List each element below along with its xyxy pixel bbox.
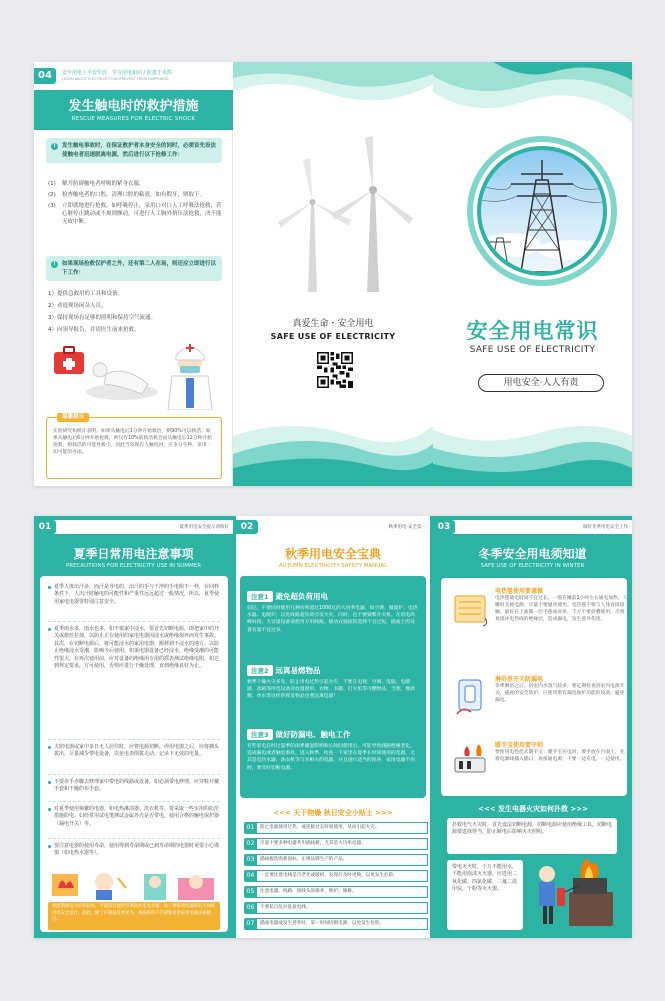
notice-body: 切记，不要同时使用几种功率超过1000瓦的大功率电器，如空调、微波炉、电热水器、电暖炉，以免线路超负荷引发火灾。同时，也不要频繁开关机。在用电高峰时段，大容量设备请使用专用线路。移动式插座的选择不宜过短，插座上的设备有量不宜过多。 [247,606,418,633]
summer-header-text: 夏季用电安全提示请收好 [179,525,229,530]
summer-illustration [48,868,220,900]
notice-tag: 注意2 [247,665,273,676]
autumn-tip: 07 插座电器或发生意外时，第一时间切断电源，以免发生危险。 [244,918,428,930]
notice-body: 有些家电在经过夏季的雨季潮湿影响和长时间使用后，可能导致线路绝缘老化，造成漏电或者触电事故。进入秋季，检查一下家里在夏季长时间使用的电器，尤其是电热水器、洗衣机等与水相关的电器，并且进行适当的保养，家用电器不用时，要及时切断电源。 [247,744,415,771]
panel-header [34,62,233,90]
panel-number: 01 [34,520,56,534]
summer-bullet: 夫陪电器或家中多日无人居住时，应将电源切断，停用电器之后，应将插头拔出，尽量减少带电设备，以免电表倒拔走动，记录下无效的电量。 [48,744,220,759]
divider [48,739,220,740]
power-tower-icon [481,150,603,272]
winter-item-title: 暖手宝使用要守则 [495,742,544,749]
rescue-step-2: 4）向领导报告，并请医生前来抢救。 [48,327,140,333]
autumn-tip: 05 注意电器、线路、接线头的保养、维护、修修。 [244,886,428,898]
brochure-outer-sheet [34,62,632,486]
summer-header [34,520,233,534]
summer-card [40,576,228,932]
autumn-notice-card [240,576,426,798]
rescue-steps [48,180,224,229]
rescue-title-en: RESCUE MEASURES FOR ELECTRIC SHOCK [71,116,196,122]
panel-number: 04 [34,68,56,84]
fire-extinguish-illustration [529,858,621,932]
divider [48,621,220,622]
autumn-tip: 02 尽量不要多种电器共用插线板，尤其是大功率电器。 [244,838,428,850]
tip-text: 实验研究和统计表明，如果从触电后1分钟开始救治，则90%可以救活；如果从触电后6分钟开始抢救，则仅有10%的救活机会而从触电后12分钟开始抢救，则救活的可能性极小。因此当发现有人触电时，应争分夺秒，采用一切可能的办法。 [53,429,212,455]
summer-title-en: PRECAUTIONS FOR ELECTRICITY USE IN SUMMER [65,563,202,569]
tip-label: 温馨提示 [57,413,89,422]
rescue-step: (3) 立即就地进行抢救，如呼吸停止，采用口对口人工呼吸法抢救，若心脏停止跳动或不规则颤动，可进行人工胸外挤压法抢救，决不能无故中断。 [48,203,222,225]
power-tower-photo [477,146,607,276]
rescue-step: (2) 检查触电者的口腔，清理口腔的粘液，如有假牙，则取下。 [48,192,206,198]
winter-header [433,520,632,534]
panel-autumn [233,516,433,938]
divider [48,774,220,775]
notice-tag: 注意3 [247,729,273,740]
panel-summer [34,516,233,938]
notice-title: 避免超负荷用电 [275,592,329,601]
notice-title: 远离易燃物品 [275,666,321,675]
cover-slogan: 用电安全·人人有责 [478,374,604,392]
summer-bottom-note: 高温期间电力负荷较高，不能盲目使用空调设备用电水器，每一种家用电器都有不同的用电安全设计，因此，除了长期没有要求外。请按照用户手册要求的家用电器正确使用。 [48,902,220,930]
top-wave-decoration [233,62,433,122]
autumn-header [236,520,430,534]
rescue-note-2-text: 如果现场抢救仅护者之外，还有第二人在场，则还应立即进行以下工作： [62,261,217,276]
autumn-title-en: AUTUMN ELECTRICITY SAFETY MANUAL [278,563,388,569]
winter-item-body: 冬季淋浴之后，浴室内水蒸气较多，要定期检查浴室内电源开关，插座的安全防护，应使用带有漏电保护功能的设备，避免漏电。 [495,684,625,703]
winter-item [451,586,631,634]
summer-title: 夏季日常用电注意事项 [73,547,194,561]
info-dot-icon: ! [51,261,58,268]
autumn-tip: 04 一定要注意电线是否老化或破损，发现后及时更换，以免发生危险。 [244,870,428,882]
rescue-step-2: 1）提供急救用的工具和设备。 [48,291,124,297]
winter-item-title: 淋浴里开关防漏电 [495,676,544,683]
panel-number: 02 [236,520,258,534]
winter-title: 冬季安全用电须知道 [478,547,587,561]
first-aid-illustration [50,340,220,410]
autumn-tips-title: <<< 天干物燥 秋日安全小贴士 >>> [273,809,393,817]
back-cover-title-en: SAFE USE OF ELECTRICITY [270,332,396,341]
summer-bullet: 不要赤手赤脚去修理家中带电的线路或设备，如必须带电修理，应穿鞋并戴手套和干燥的布手套。 [48,779,220,794]
divider [48,801,220,802]
winter-item-body: 电热毯通电时间不宜过长，一般在睡前1小时左右通电加热，人睡时关掉电源，尽量不要通宵使用。电热毯不要与人体直接接触，最好在上面铺一层毛毯或床单，千万不要折叠使用，否则易烧坏电热线的绝缘层，造成漏电，发生意外伤害。 [495,596,628,622]
winter-title-en: SAFE USE OF ELECTRICITY IN WINTER [480,563,585,569]
panel-back-cover [233,62,433,486]
fire-section-title: <<< 发生电器火灾如何扑救 >>> [477,805,589,813]
rescue-note-1 [46,138,222,163]
rescue-step-2: 2）劝退现场闲杂人员。 [48,303,107,309]
winter-item [451,740,631,788]
summer-bullet: 夏季雨水多，雨水也多，如不慎家中浸水，要首先切断电源，即把家中的开关或熔丝拉掉，以防止正在使用的家电电器因浸水或绝缘损坏而发生事故。其次，在切断电源后，将可能浸水的家用电器，搬移到不浸水的地方，以防止绝缘浸水受潮，影响今后使用。如果电器设备已经浸水，绝缘受潮的可能性很大，在再次使用前，应对设备的绝缘用专用的摇表测试绝缘电阻，如达到规定要求，方可使用，否则应进行干燥处理，直到绝缘良好为止。 [48,626,220,670]
autumn-notice [247,584,419,634]
panel-rescue [34,62,233,486]
winter-item-body: 要使用电热丝式暖手宝；暖手宝充电时，要平放在台面上，先将电源线插入插口，再接通电源，不要一边充电，一边使用。 [495,750,625,762]
autumn-tip: 01 防止电器使用过热，或连接过长时间使用，从而引起火灾。 [244,822,428,834]
summer-bullet: 夏季人体出汗多，而汗是导电的，出汗的手与干净的手电阻不一样，在同样条件下，人出汗时触电的可能性和严重性远远超过一般情况，所以，夏季使用家电电器要特别注意安全。 [48,584,220,606]
panel-winter [433,516,632,938]
winter-card [441,578,627,796]
rescue-title-box [34,90,233,130]
fire-card-1: 扑救电气火灾时，首先设法切断电源，切断电源应使用绝缘工具，切断电源要选择得当，防止断电后影响灭火照明。 [447,818,617,854]
shower-switch-icon [451,676,489,716]
rescue-note-2 [46,256,222,281]
rescue-step: (1) 解开防碍触电者呼吸的紧身衣服。 [48,181,145,187]
winter-header-text: 做好冬季用电安全工作 [583,525,628,530]
notice-title: 做好防漏电、触电工作 [275,730,351,739]
panel-number: 03 [433,520,455,534]
cover-bottom-wave [433,406,632,486]
panel-front-cover [433,62,632,486]
fire-card-2: 带电灭火时，千万不能用水，不能用泡沫灭火器，应选用二氧化碳、四氯化碳、二氟二溴甲烷，干粉等灭火器。 [447,860,523,930]
back-cover-title: 真爱生命・安全用电 [292,319,374,329]
notice-tag: 注意1 [247,591,273,602]
electric-blanket-icon [451,588,489,628]
divider [48,838,220,839]
summer-bullet: 要注意电器的使用寿命，使用得到寿命期或已到寿命期的电器时更要小心谨慎（如电热水器等）。 [48,843,220,858]
brochure-inner-sheet [34,516,632,938]
autumn-header-text: 秋季用电·安全第一 [388,525,426,530]
autumn-tip: 06 不要私自乱拉乱接电线。 [244,902,428,914]
rescue-title: 发生触电时的救护措施 [68,99,199,114]
cover-title: 安全用电常识 [466,319,599,343]
winter-item [451,674,631,722]
wind-turbine-illustration [273,132,413,292]
cover-title-en: SAFE USE OF ELECTRICITY [469,345,596,355]
header-nav-text: 安全用电 / 平安生活 学习用电知识 / 防患于未然 [62,70,172,76]
autumn-notice [247,722,419,772]
hand-warmer-icon [451,742,489,782]
winter-item-title: 电热毯使用要谨慎 [495,588,544,595]
rescue-note-1-text: 发生触电事故时，在保证救护者本身安全的同时，必须首先设法使触电者迅速脱离电源，然后进行以下抢修工作： [62,143,217,158]
autumn-title: 秋季用电安全宝典 [284,547,381,561]
summer-bullet: 对夏季使用频繁的电器，如电热淋浴器、洗衣机等，要采取一些实用的防范措施防电。妇经常用试电笔测试金属外壳是否带电，使用合格的触电保护器（漏电开关）等。 [48,806,220,828]
header-nav-en: LEARN ABOUT ELECTRICITY USE/PREVENT FROM HAPPENING [62,77,169,81]
bottom-wave-decoration [233,406,433,486]
notice-body: 秋季干燥火灾多发，防止用电过热引起火灾，不要在电视、空调、电脑、电暖器、冰箱等用电设备旁放置窗帘、衣物、书籍、打火机等可燃物品，当然，像酒精、香水等这样的挥发物品也要远离电器！ [247,680,415,700]
tip-box [46,414,222,479]
qr-code[interactable] [317,352,353,388]
rescue-step-2: 3）保持现场有足够的照明和保持空气流通。 [48,315,157,321]
autumn-notice [247,658,419,701]
info-dot-icon: ! [51,143,58,150]
autumn-tip: 03 插线板选购新国标，正规品牌生产的产品。 [244,854,428,866]
rescue-steps-2 [48,288,224,336]
